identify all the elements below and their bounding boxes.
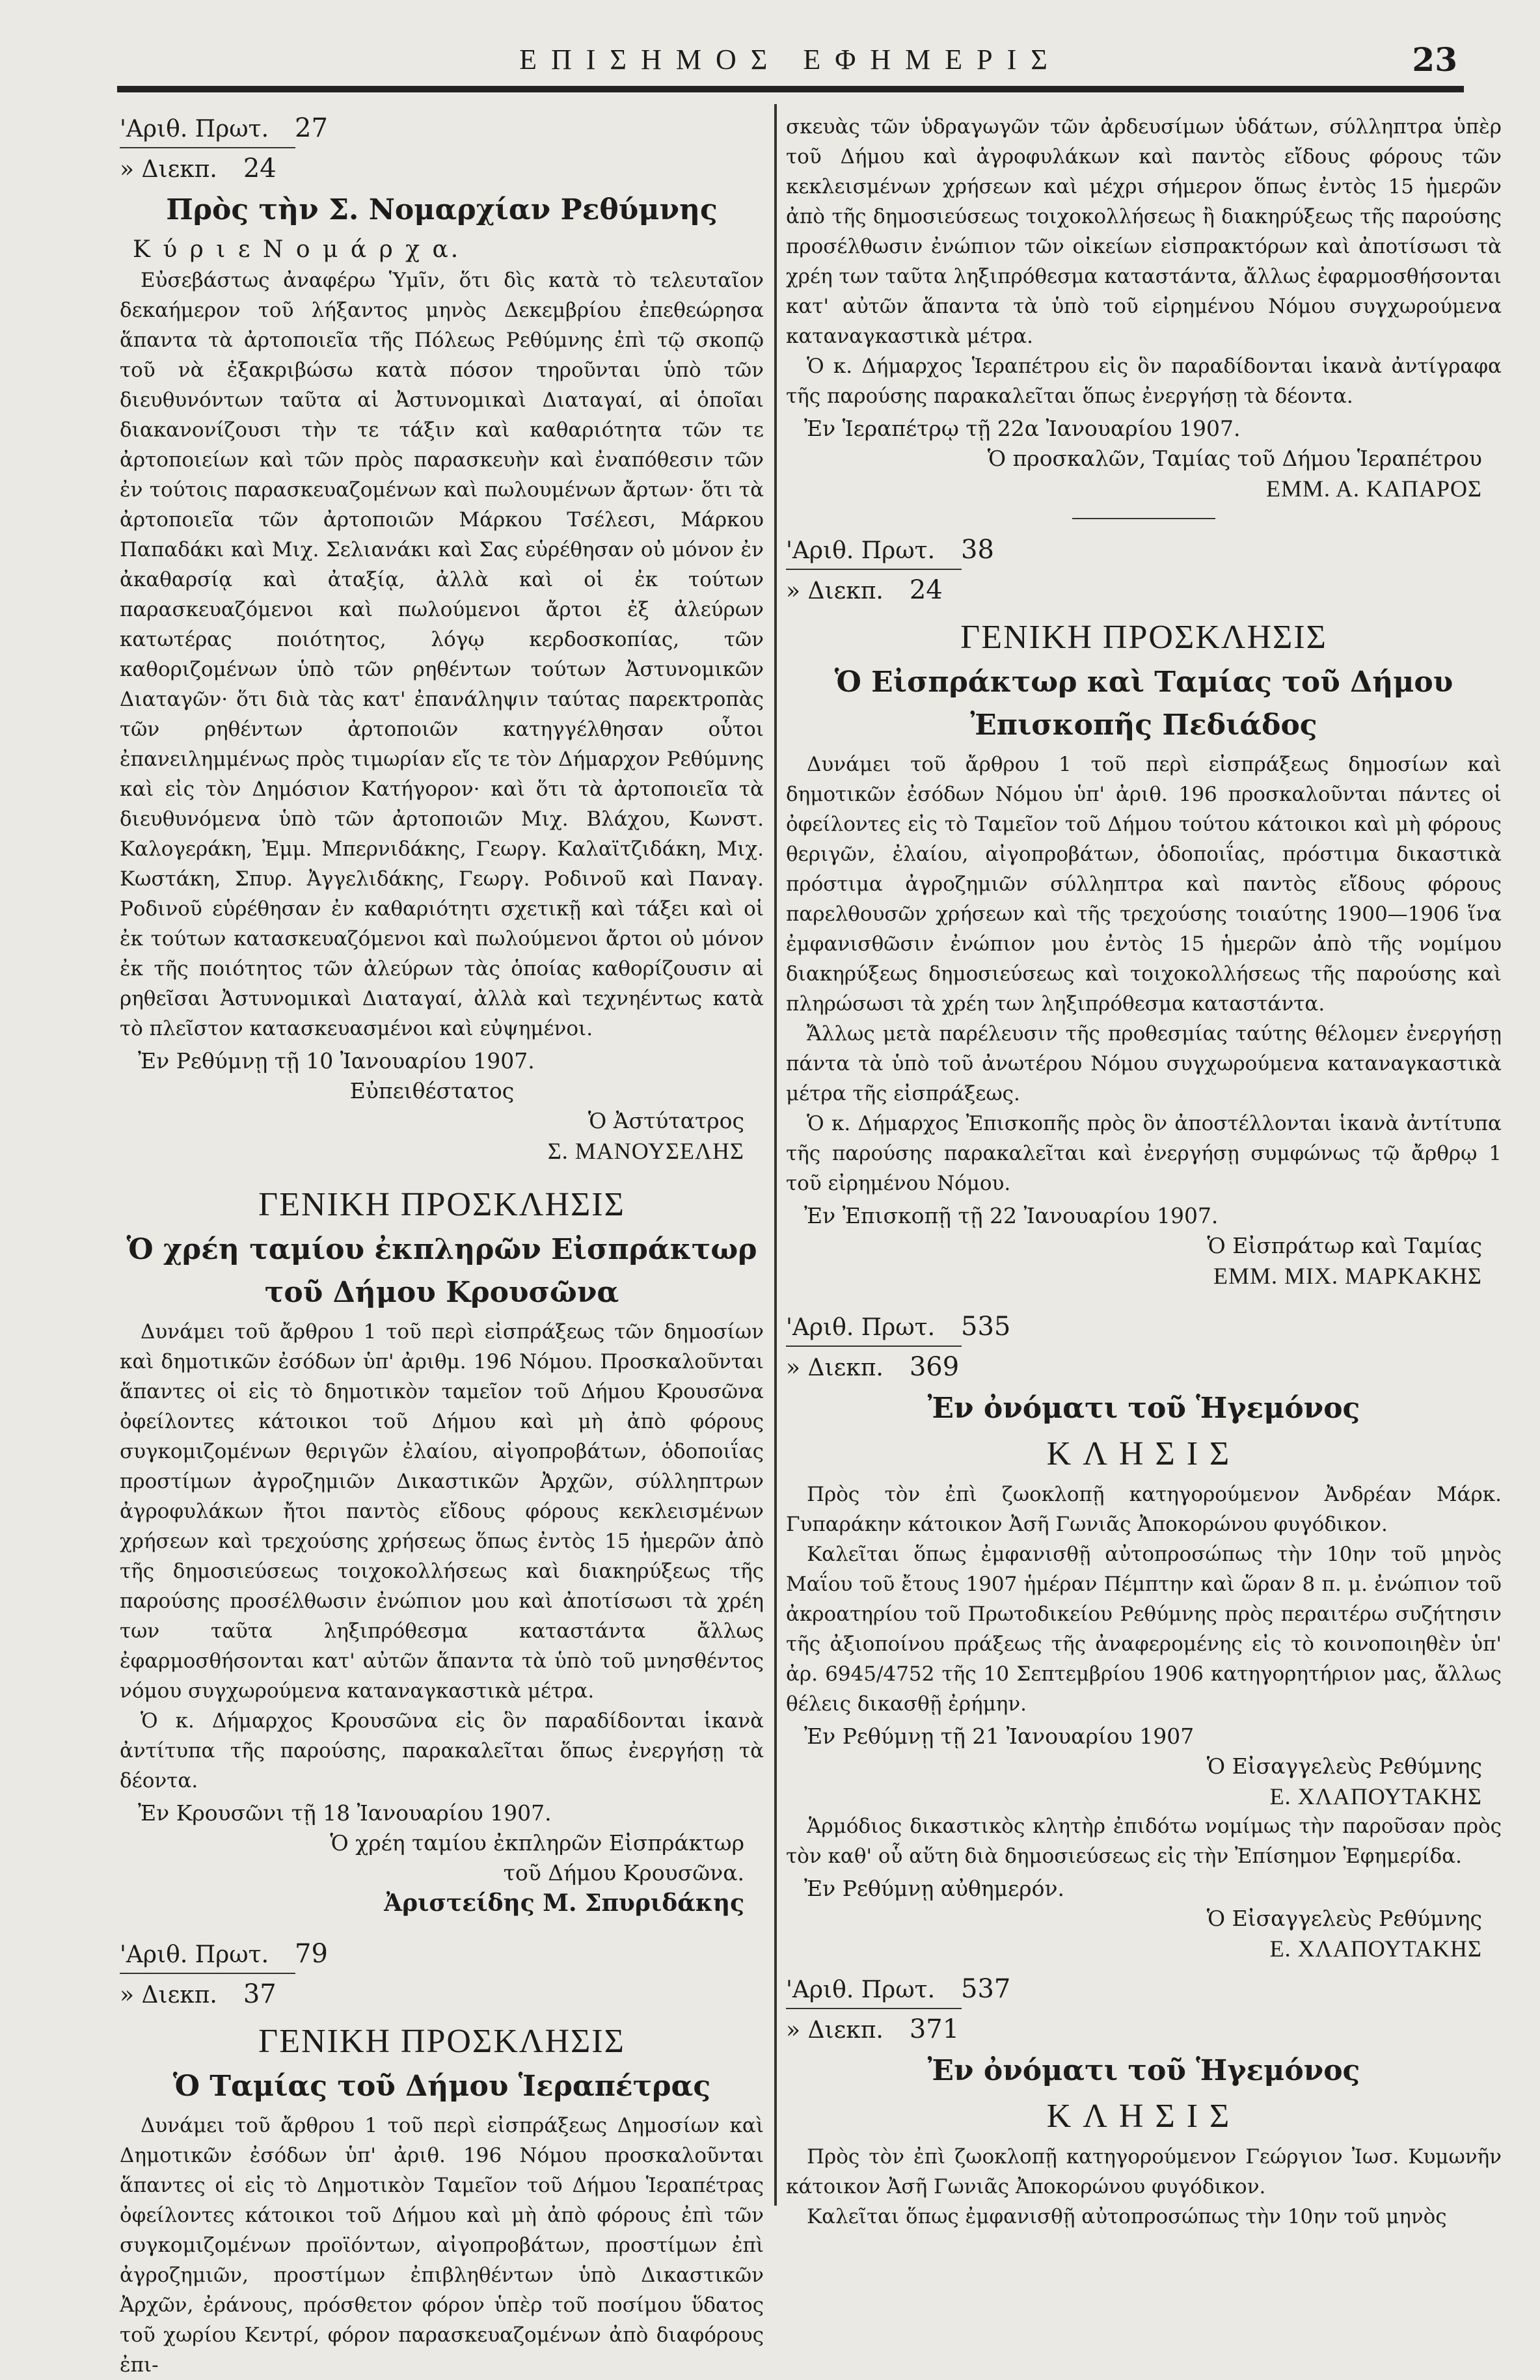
notice-body: Καλεῖται ὅπως ἐμφανισθῇ αὐτοπροσώπως τὴν 10ην τοῦ μηνὸς <box>807 2205 1447 2228</box>
gazette-title: ΕΠΙΣΗΜΟΣ ΕΦΗΜΕΡΙΣ <box>519 44 1062 75</box>
notice-nomarchy-report <box>120 112 764 1166</box>
signature-name: Ἀριστείδης Μ. Σπυριδάκης <box>384 1889 744 1917</box>
notice-body: Ἁρμόδιος δικαστικὸς κλητὴρ ἐπιδότω νομίμως τὴν παροῦσαν πρὸς τὸν καθ' οὗ αὕτη διὰ δημοσιεύσεως εἰς τὴν Ἐπίσημον Ἐφημερίδα. <box>786 1815 1502 1868</box>
protocol-ref: 'Αριθ. Πρωτ. 535 <box>786 1312 1011 1342</box>
signature-line: Ὁ Εἰσπράτωρ καὶ Ταμίας <box>1207 1233 1482 1258</box>
protocol-ref: 'Αριθ. Πρωτ. 38 <box>786 535 994 565</box>
dispatch-ref: » Διεκπ. 369 <box>786 1352 960 1382</box>
dateline: Ἐν Ρεθύμνῃ τῇ 10 Ἰανουαρίου 1907. <box>138 1048 535 1074</box>
notice-body: Δυνάμει τοῦ ἄρθρου 1 τοῦ περὶ εἰσπράξεως τῶν δημοσίων καὶ δημοτικῶν ἐσόδων ὑπ' ἀριθμ. 196 Νόμου. Προσκαλοῦνται ἅπαντες οἱ εἰς τὸ δημοτικὸν ταμεῖον τοῦ Δήμου Κρουσῶνα ὀφείλοντες κάτοικοι τοῦ Δήμου καὶ μὴ ἀπὸ φόρους συγκομιζομένων θεριγῶν ἐλαίου, αἰγοπροβάτων, ὁδοποιΐας προστίμων ἀγροζημιῶν Δικαστικῶν Ἀρχῶν, σύλληπτρων ἀγροφυλάκων ἤτοι παντὸς εἴδους φόρους κεκλεισμένων χρήσεων καὶ τρεχούσης χρήσεως ὅπως ἐντὸς 15 ἡμερῶν ἀπὸ τῆς δημοσιεύσεως τοιχοκολλήσεως καὶ διακηρύξεως τῆς παρούσης προσέλθωσιν ἐνώπιον μου καὶ ἀποτίσωσι τὰ χρέη των ταῦτα ληξιπρόθεσμα καταστάντα ἄλλως ἐφαρμοσθήσονται κατ' αὐτῶν ἅπαντα τὰ ὑπὸ τοῦ μνησθέντος νόμου συγχωρούμενα καταναγκαστικὰ μέτρα. <box>120 1320 764 1703</box>
notice-heading: Ἐν ὀνόματι τοῦ Ἡγεμόνος <box>927 2054 1360 2087</box>
dateline: Ἐν Ρεθύμνῃ αὐθημερόν. <box>804 1876 1065 1901</box>
dispatch-ref: » Διεκπ. 24 <box>786 575 943 605</box>
signature-line: Ὁ Εἰσαγγελεὺς Ρεθύμνης <box>1206 1753 1482 1779</box>
protocol-ref: 'Αριθ. Πρωτ. 79 <box>120 1939 328 1969</box>
protocol-ref: 'Αριθ. Πρωτ. 27 <box>120 113 328 143</box>
left-column <box>120 112 764 2380</box>
notice-heading-caps: ΓΕΝΙΚΗ ΠΡΟΣΚΛΗΣΙΣ <box>258 2023 625 2060</box>
salutation: Κ ύ ρ ι ε Ν ο μ ά ρ χ α. <box>133 236 461 263</box>
dateline: Ἐν Ἐπισκοπῇ τῇ 22 Ἰανουαρίου 1907. <box>804 1203 1219 1228</box>
notice-heading: Ἐν ὀνόματι τοῦ Ἡγεμόνος <box>927 1392 1360 1425</box>
signature-line: Ὁ Εἰσαγγελεὺς Ρεθύμνης <box>1206 1906 1482 1931</box>
dispatch-ref: » Διεκπ. 37 <box>120 1979 277 2009</box>
notice-summons-535 <box>786 1310 1502 1964</box>
notice-body: Ἄλλως μετὰ παρέλευσιν τῆς προθεσμίας ταύτης θέλομεν ἐνεργήσῃ πάντα τὰ ὑπὸ τοῦ ἀνωτέρου Νόμου συγχωρούμενα καταναγκαστικὰ μέτρα τῆς εἰσπράξεως. <box>786 1022 1502 1105</box>
signature-line: τοῦ Δήμου Κρουσῶνα. <box>503 1860 744 1886</box>
notice-body: Ὁ κ. Δήμαρχος Ἱεραπέτρου εἰς ὃν παραδίδονται ἱκανὰ ἀντίγραφα τῆς παρούσης παρακαλεῖται ὅπως ἐνεργήσῃ τὰ δέοντα. <box>786 355 1502 408</box>
ref-rule <box>786 569 962 570</box>
signature-name: ΕΜΜ. ΜΙΧ. ΜΑΡΚΑΚΗΣ <box>1213 1263 1482 1289</box>
header-rule <box>117 86 1464 92</box>
ref-rule <box>786 2008 962 2009</box>
signature-name: ΕΜΜ. Α. ΚΑΠΑΡΟΣ <box>1266 476 1482 502</box>
signature-line: Ὁ Ἀστύτατρος <box>588 1108 744 1133</box>
notice-body: Δυνάμει τοῦ ἄρθρου 1 τοῦ περὶ εἰσπράξεως Δημοσίων καὶ Δημοτικῶν ἐσόδων ὑπ' ἀριθ. 196 Νόμου προσκαλοῦνται ἅπαντες οἱ εἰς τὸ Δημοτικὸν Ταμεῖον τοῦ Δήμου Ἱεραπέτρας ὀφείλοντες κάτοικοι τοῦ Δήμου καὶ μὴ ἀπὸ φόρους ἐπὶ τῶν συγκομιζομένων προϊόντων, αἰγοπροβάτων, προστίμων ἐπὶ ἀγροζημιῶν, προστίμων ἐπιβληθέντων ὑπὸ Δικαστικῶν Ἀρχῶν, ἐράνους, πρόσθετον φόρον ὑπὲρ τοῦ ποσίμου ὕδατος τοῦ χωρίου Κεντρί, φόρον παρασκευαζομένων ἀπὸ διαφόρους ἐπι- <box>120 2114 764 2377</box>
page-number: 23 <box>1412 40 1457 79</box>
notice-heading: Ὁ χρέη ταμίου ἐκπληρῶν Εἰσπράκτωρ <box>126 1233 757 1266</box>
page-header <box>117 40 1464 96</box>
protocol-ref: 'Αριθ. Πρωτ. 537 <box>786 1974 1011 2004</box>
dispatch-ref: » Διεκπ. 371 <box>786 2014 960 2044</box>
notice-separator <box>1072 518 1215 519</box>
signature-line: Εὐπειθέστατος <box>349 1078 515 1103</box>
notice-heading-caps: ΓΕΝΙΚΗ ΠΡΟΣΚΛΗΣΙΣ <box>960 619 1327 656</box>
notice-episkopi <box>786 534 1502 1291</box>
notice-body: Δυνάμει τοῦ ἄρθρου 1 τοῦ περὶ εἰσπράξεως δημοσίων καὶ δημοτικῶν ἐσόδων Νόμου ὑπ' ἀριθ. 196 προσκαλοῦνται πάντες οἱ ὀφείλοντες εἰς τὸ Ταμεῖον τοῦ Δήμου τούτου κάτοικοι καὶ μὴ φόρους θεριγῶν, ἐλαίου, αἰγοπροβάτων, ὁδοποιΐας, πρόστιμα δικαστικὰ πρόστιμα ἀγροζημιῶν σύλληπτρα καὶ παντὸς εἴδους φόρους παρελθουσῶν χρήσεων καὶ τῆς τρεχούσης τοιαύτης 1900—1906 ἵνα ἐμφανισθῶσιν ἐνώπιον μου ἐντὸς 15 ἡμερῶν ἀπὸ τῆς νομίμου διακηρύξεως δημοσιεύσεως καὶ τοιχοκολλήσεως τῆς παρούσης καὶ πληρώσωσι τὰ χρέη των ληξιπρόθεσμα καταστάντα. <box>786 753 1502 1016</box>
notice-heading: Πρὸς τὴν Σ. Νομαρχίαν Ρεθύμνης <box>166 193 718 226</box>
notice-body: σκευὰς τῶν ὑδραγωγῶν τῶν ἀρδευσίμων ὑδάτων, σύλληπτρα ὑπὲρ τοῦ Δήμου καὶ ἀγροφυλάκων καὶ παντὸς εἴδους φόρους τῶν κεκλεισμένων χρήσεων καὶ μέχρι σήμερον ὅπως ἐντὸς 15 ἡμερῶν ἀπὸ τῆς δημοσιεύσεως τοιχοκολλήσεως ἢ διακηρύξεως τῆς παρούσης προσέλθωσιν ἐνώπιον τῶν οἰκείων εἰσπρακτόρων καὶ ἀποτίσωσι τὰ χρέη των ταῦτα ληξιπρόθεσμα καταστάντα, ἄλλως ἐφαρμοσθήσονται κατ' αὐτῶν ἅπαντα τὰ ὑπὸ τοῦ εἰρημένου Νόμου συγχωρούμενα καταναγκαστικὰ μέτρα. <box>786 115 1502 348</box>
notice-heading: Ὁ Εἰσπράκτωρ καὶ Ταμίας τοῦ Δήμου <box>834 666 1453 699</box>
dispatch-ref: » Διεκπ. 24 <box>120 154 277 183</box>
right-column <box>786 112 1502 2232</box>
notice-subheading: Ἐπισκοπῆς Πεδιάδος <box>970 709 1317 742</box>
notice-body: Πρὸς τὸν ἐπὶ ζωοκλοπῇ κατηγορούμενον Ἀνδρέαν Μάρκ. Γυπαράκην κάτοικον Ἀσῆ Γωνιᾶς Ἀποκορώνου φυγόδικον. <box>786 1483 1502 1536</box>
notice-ierapetra-continued <box>786 112 1502 504</box>
notice-body: Πρὸς τὸν ἐπὶ ζωοκλοπῇ κατηγορούμενον Γεώργιον Ἰωσ. Κυμωνῆν κάτοικον Ἀσῆ Γωνιᾶς Ἀποκορώνου φυγόδικον. <box>786 2145 1502 2198</box>
summons-heading: ΚΛΗΣΙΣ <box>1046 2098 1241 2135</box>
notice-body: Εὐσεβάστως ἀναφέρω Ὑμῖν, ὅτι δὶς κατὰ τὸ τελευταῖον δεκαήμερον τοῦ λήξαντος μηνὸς Δεκεμβρίου ἐπεθεώρησα ἅπαντα τὰ ἀρτοποιεῖα τῆς Πόλεως Ρεθύμνης ἐπὶ τῷ σκοπῷ τοῦ νὰ ἐξακριβώσω κατὰ πόσον τηροῦνται ὑπὸ τῶν διευθυνόντων ταῦτα αἱ Ἀστυνομικαὶ Διαταγαί, αἱ ὁποῖαι διακανονίζουσι τὴν τε τάξιν καὶ καθαριότητα τῶν τε ἀρτοποιείων καὶ τῶν πρὸς παρασκευὴν καὶ ἐναπόθεσιν τῶν ἐν τούτοις παρασκευαζομένων καὶ πωλουμένων ἄρτων· ὅτι τὰ ἀρτοποιεῖα τῶν ἀρτοποιῶν Μάρκου Τσέλεσι, Μάρκου Παπαδάκι καὶ Μιχ. Σελιανάκι καὶ Σας εὑρέθησαν οὐ μόνον ἐν ἀκαθαρσίᾳ καὶ ἀταξίᾳ, ἀλλὰ καὶ οἱ ἐκ τούτων παρασκευαζόμενοι καὶ πωλούμενοι ἄρτοι ἐξ ἀλεύρων κατωτέρας ποιότητος, λόγῳ κερδοσκοπίας, τῶν καθοριζομένων ὑπὸ τῶν ρηθέντων τούτων Ἀστυνομικῶν Διαταγῶν· ὅτι διὰ τὰς κατ' ἐπανάληψιν ταύτας παρεκτροπὰς τῶν ρηθέντων ἀρτοποιῶν κατηγγέλθησαν οὗτοι ἐπανειλημμένως πρὸς τιμωρίαν εἴς τε τὸν Δήμαρχον Ρεθύμνης καὶ εἰς τὸν Δημόσιον Κατήγορον· καὶ ὅτι τὰ ἀρτοποιεῖα τὰ διευθυνόμενα ὑπὸ τῶν ἀρτοποιῶν Μιχ. Βλάχου, Κωνστ. Καλογεράκη, Ἐμμ. Μπερνιδάκης, Γεωργ. Καλαϊτζιδάκη, Μιχ. Κωστάκη, Σπυρ. Ἀγγελιδάκης, Γεωργ. Ροδινοῦ καὶ Παναγ. Ροδινοῦ εὑρέθησαν ἐν καθαριότητι σχετικῇ καὶ τάξει καὶ οἱ ἐκ τούτων κατασκευαζόμενοι καὶ πωλούμενοι ἄρτοι οὐ μόνον ἐκ τῆς ποιότητος τῶν ἀλεύρων τὰς ὁποίας καθορίζουσιν αἱ ρηθεῖσαι Ἀστυνομικαὶ Διαταγαί, ἀλλὰ καὶ τεχνηέντως κατὰ τὸ πλεῖστον κατασκευασμένοι καὶ εὐψημένοι. <box>120 269 764 1040</box>
ref-rule <box>786 1346 962 1347</box>
dateline: Ἐν Ρεθύμνῃ τῇ 21 Ἰανουαρίου 1907 <box>804 1724 1195 1749</box>
signature-line: Ὁ προσκαλῶν, Ταμίας τοῦ Δήμου Ἱεραπέτρου <box>987 446 1482 471</box>
signature-line: Ὁ χρέη ταμίου ἐκπληρῶν Εἰσπράκτωρ <box>330 1830 744 1856</box>
dateline: Ἐν Κρουσῶνι τῇ 18 Ἰανουαρίου 1907. <box>138 1800 552 1826</box>
notice-heading: Ὁ Ταμίας τοῦ Δήμου Ἱεραπέτρας <box>172 2070 711 2103</box>
notice-subheading: τοῦ Δήμου Κρουσῶνα <box>264 1276 619 1309</box>
signature-name: Ε. ΧΛΑΠΟΥΤΑΚΗΣ <box>1269 1783 1482 1809</box>
notice-body: Καλεῖται ὅπως ἐμφανισθῇ αὐτοπροσώπως τὴν 10ην τοῦ μηνὸς Μαΐου τοῦ ἔτους 1907 ἡμέραν Πέμπτην καὶ ὥραν 8 π. μ. ἐνώπιον τοῦ ἀκροατηρίου τοῦ Πρωτοδικείου Ρεθύμνης πρὸς περαιτέρω συζήτησιν τῆς ἀξιοποίνου πράξεως τῆς ἀναφερομένης εἰς τὸ κοινοποιηθὲν ὑπ' ἀρ. 6945/4752 τῆς 10 Σεπτεμβρίου 1906 κατηγορητήριον μας, ἄλλως θέλεις δικασθῇ ἐρήμην. <box>786 1543 1502 1716</box>
notice-ierapetra <box>120 1938 764 2380</box>
notice-heading-caps: ΓΕΝΙΚΗ ΠΡΟΣΚΛΗΣΙΣ <box>258 1186 625 1223</box>
signature-name: Σ. ΜΑΝΟΥΣΕΛΗΣ <box>547 1138 744 1164</box>
notice-krousonas <box>120 1184 764 1918</box>
notice-summons-537 <box>786 1973 1502 2232</box>
ref-rule <box>120 1973 295 1974</box>
notice-body: Ὁ κ. Δήμαρχος Κρουσῶνα εἰς ὃν παραδίδονται ἱκανὰ ἀντίτυπα τῆς παρούσης, παρακαλεῖται ὅπως ἐνεργήσῃ τὰ δέοντα. <box>120 1709 764 1792</box>
column-divider <box>774 104 777 2206</box>
summons-heading: ΚΛΗΣΙΣ <box>1046 1435 1241 1472</box>
signature-name: Ε. ΧΛΑΠΟΥΤΑΚΗΣ <box>1269 1936 1482 1962</box>
notice-body: Ὁ κ. Δήμαρχος Ἐπισκοπῆς πρὸς ὃν ἀποστέλλονται ἱκανὰ ἀντίτυπα τῆς παρούσης παρακαλεῖται καὶ ἐνεργήσῃ συμφώνως τῷ ἄρθρῳ 1 τοῦ εἰρημένου Νόμου. <box>786 1112 1502 1195</box>
ref-rule <box>120 147 295 148</box>
dateline: Ἐν Ἱεραπέτρῳ τῇ 22α Ἰανουαρίου 1907. <box>804 416 1241 441</box>
